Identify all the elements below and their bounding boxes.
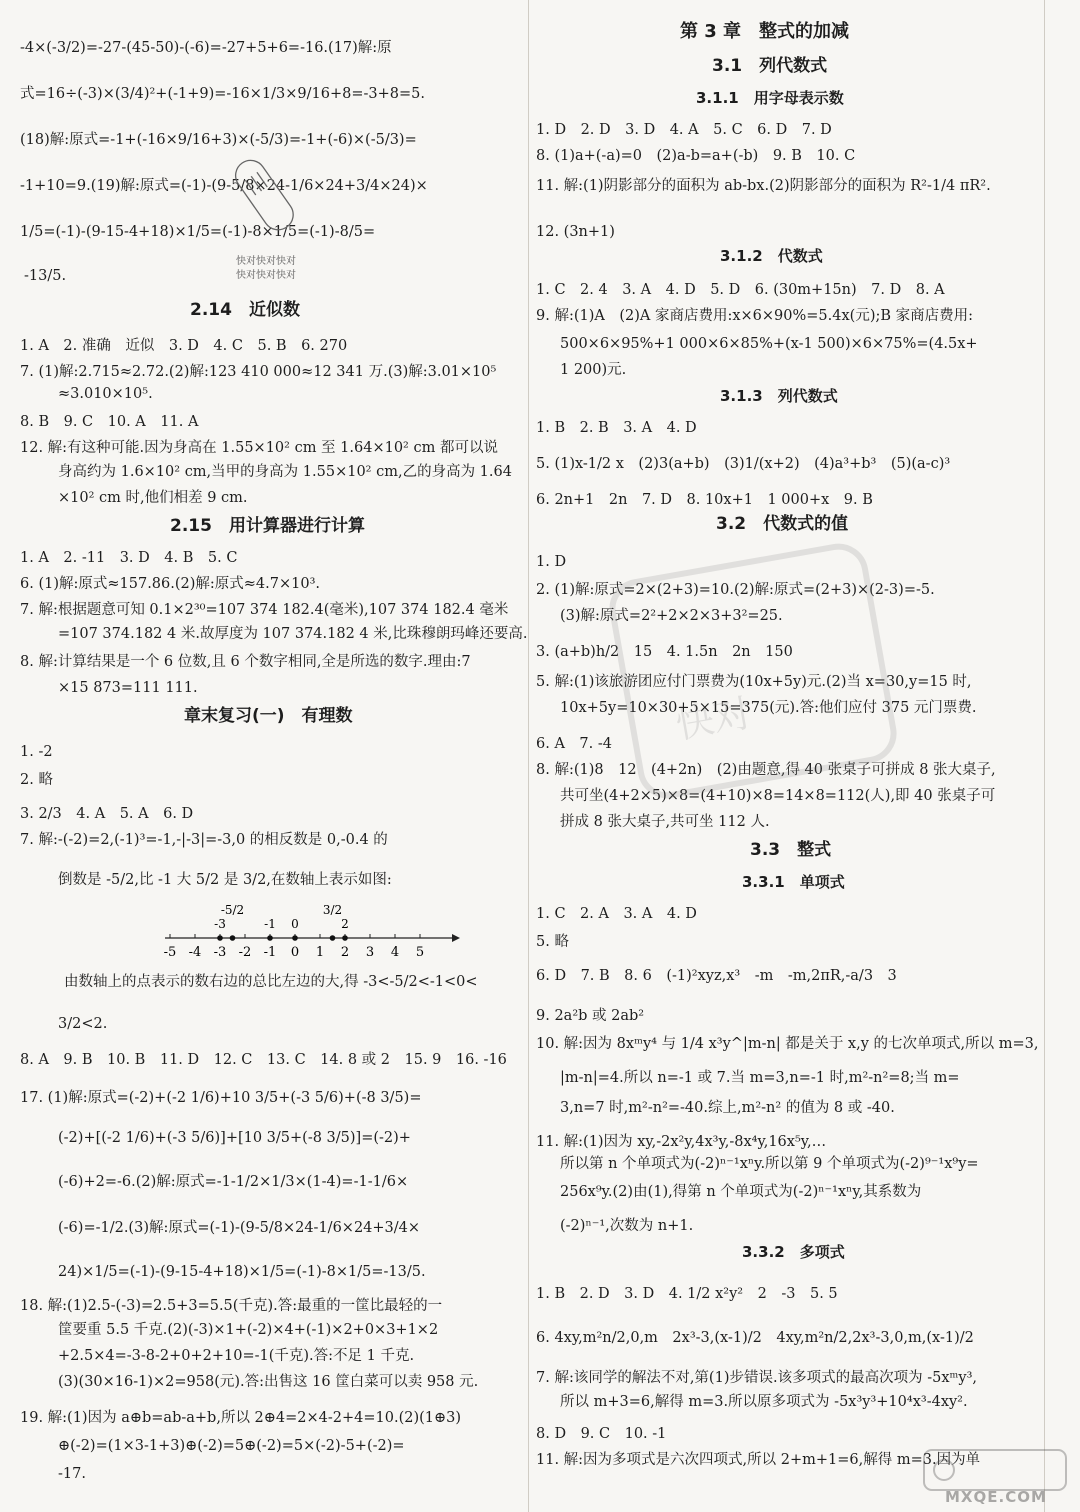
answer-line: 6. 2n+1 2n 7. D 8. 10x+1 1 000+x 9. B bbox=[536, 492, 873, 508]
answer-line: 500×6×95%+1 000×6×85%+(x-1 500)×6×75%=(4.5x+ bbox=[560, 336, 978, 352]
answer-line: 8. D 9. C 10. -1 bbox=[536, 1426, 667, 1442]
answer-line: 身高约为 1.6×10² cm,当甲的身高为 1.55×10² cm,乙的身高为 1.64 bbox=[58, 464, 512, 480]
answer-line: 5. (1)x-1/2 x (2)3(a+b) (3)1/(x+2) (4)a³+b³ (5)(a-c)³ bbox=[536, 456, 951, 472]
number-line-point-label: 3/2 bbox=[322, 903, 343, 917]
answer-line: ×10² cm 时,他们相差 9 cm. bbox=[58, 490, 248, 506]
answer-line: 筐要重 5.5 千克.(2)(-3)×1+(-2)×4+(-1)×2+0×3+1×2 bbox=[58, 1322, 439, 1338]
answer-line: 1. -2 bbox=[20, 744, 53, 760]
answer-line: 8. B 9. C 10. A 11. A bbox=[20, 414, 199, 430]
answer-line: 10. 解:因为 8xᵐy⁴ 与 1/4 x³y^|m-n| 都是关于 x,y 的七次单项式,所以 m=3, bbox=[536, 1036, 1039, 1052]
number-line-arrow bbox=[452, 934, 460, 942]
answer-line: 6. A 7. -4 bbox=[536, 736, 612, 752]
number-line-tick-label: -3 bbox=[213, 945, 227, 960]
answer-line: 7. 解:根据题意可知 0.1×2³⁰=107 374 182.4(毫米),107 374 182.4 毫米 bbox=[20, 602, 509, 618]
number-line-tick-label: 1 bbox=[315, 945, 325, 960]
number-line-tick-label: -1 bbox=[263, 945, 277, 960]
answer-line: 5. 解:(1)该旅游团应付门票费为(10x+5y)元.(2)当 x=30,y=15 时, bbox=[536, 674, 972, 690]
text-line: -4×(-3/2)=-27-(45-50)-(-6)=-27+5+6=-16.(17)解:原 bbox=[20, 40, 392, 56]
answer-line: 3,n=7 时,m²-n²=-40.综上,m²-n² 的值为 8 或 -40. bbox=[560, 1100, 895, 1116]
text-line: -1+10=9.(19)解:原式=(-1)-(9-5/8×24-1/6×24+3/4×24)× bbox=[20, 178, 428, 194]
answer-line: +2.5×4=-3-8-2+0+2+10=-1(千克).答:不足 1 千克. bbox=[58, 1348, 415, 1364]
answer-line: 11. 解:因为多项式是六次四项式,所以 2+m+1=6,解得 m=3.因为单 bbox=[536, 1452, 981, 1468]
answer-line: 9. 解:(1)A (2)A 家商店费用:x×6×90%=5.4x(元);B 家商店费用: bbox=[536, 308, 974, 324]
section-title: 2.14 近似数 bbox=[190, 300, 300, 320]
answer-line: ≈3.010×10⁵. bbox=[58, 386, 153, 402]
answer-line: 8. 解:计算结果是一个 6 位数,且 6 个数字相同,全是所选的数字.理由:7 bbox=[20, 654, 471, 670]
answer-line: 共可坐(4+2×5)×8=(4+10)×8=14×8=112(人),即 40 张桌子可 bbox=[560, 788, 996, 804]
answer-line: (3)解:原式=2²+2×2×3+3²=25. bbox=[560, 608, 783, 624]
answer-line: 6. D 7. B 8. 6 (-1)²xyz,x³ -m -m,2πR,-a/3 3 bbox=[536, 968, 897, 984]
answer-line: -17. bbox=[58, 1466, 86, 1482]
answer-line: 12. 解:有这种可能.因为身高在 1.55×10² cm 至 1.64×10² cm 都可以说 bbox=[20, 440, 498, 456]
number-line-tick-label: 4 bbox=[390, 945, 400, 960]
answer-line: 2. 略 bbox=[20, 772, 53, 788]
number-line-point bbox=[217, 935, 223, 941]
answer-line: 由数轴上的点表示的数右边的总比左边的大,得 -3<-5/2<-1<0< bbox=[64, 974, 478, 990]
subsection-title: 3.3.1 单项式 bbox=[742, 873, 845, 891]
answer-line: 1. D bbox=[536, 554, 567, 570]
answer-line: (-2)ⁿ⁻¹,次数为 n+1. bbox=[560, 1218, 694, 1234]
number-line-tick-label: -2 bbox=[238, 945, 252, 960]
answer-line: (3)(30×16-1)×2=958(元).答:出售这 16 筐白菜可以卖 958 元. bbox=[58, 1374, 479, 1390]
answer-line: 1. C 2. A 3. A 4. D bbox=[536, 906, 697, 922]
answer-line: 256x⁹y.(2)由(1),得第 n 个单项式为(-2)ⁿ⁻¹xⁿy,其系数为 bbox=[560, 1184, 922, 1200]
number-line-point-label: -1 bbox=[264, 917, 276, 931]
number-line-point-label: 2 bbox=[341, 917, 349, 931]
stamp-watermark-icon bbox=[605, 539, 902, 803]
number-line-point bbox=[230, 935, 236, 941]
answer-line: 17. (1)解:原式=(-2)+(-2 1/6)+10 3/5+(-3 5/6)+(-8 3/5)= bbox=[20, 1090, 422, 1106]
section-title: 2.15 用计算器进行计算 bbox=[170, 516, 365, 536]
answer-line: 11. 解:(1)阴影部分的面积为 ab-bx.(2)阴影部分的面积为 R²-1/4 πR². bbox=[536, 178, 991, 194]
answer-line: 3. (a+b)h/2 15 4. 1.5n 2n 150 bbox=[536, 644, 793, 660]
number-line-tick-label: 0 bbox=[290, 945, 300, 960]
answer-line: 3/2<2. bbox=[58, 1016, 108, 1032]
text-line: 式=16÷(-3)×(3/4)²+(-1+9)=-16×1/3×9/16+8=-3+8=5. bbox=[20, 86, 425, 102]
chapter-title: 第 3 章 整式的加减 bbox=[680, 21, 850, 42]
answer-line: 拼成 8 张大桌子,共可坐 112 人. bbox=[560, 814, 770, 830]
text-line: -13/5. bbox=[24, 268, 67, 284]
number-line-point-label: -5/2 bbox=[220, 903, 245, 917]
number-line-point bbox=[342, 935, 348, 941]
answer-line: 1. B 2. B 3. A 4. D bbox=[536, 420, 697, 436]
answer-line: ×15 873=111 111. bbox=[58, 680, 198, 696]
answer-line: 1. C 2. 4 3. A 4. D 5. D 6. (30m+15n) 7. D 8. A bbox=[536, 282, 945, 298]
answer-line: 18. 解:(1)2.5-(-3)=2.5+3=5.5(千克).答:最重的一筐比最轻的一 bbox=[20, 1298, 443, 1314]
answer-line: 2. (1)解:原式=2×(2+3)=10.(2)解:原式=(2+3)×(2-3)=-5. bbox=[536, 582, 935, 598]
number-line-point-label: 0 bbox=[291, 917, 299, 931]
answer-line: 1 200)元. bbox=[560, 362, 627, 378]
section-title: 3.3 整式 bbox=[750, 840, 832, 860]
answer-line: 7. 解:-(-2)=2,(-1)³=-1,-|-3|=-3,0 的相反数是 0,-0.4 的 bbox=[20, 832, 388, 848]
text-line: (18)解:原式=-1+(-16×9/16+3)×(-5/3)=-1+(-6)×(-5/3)= bbox=[20, 132, 417, 148]
answer-line: =107 374.182 4 米.故厚度为 107 374.182 4 米,比珠穆朗玛峰还要高. bbox=[58, 626, 528, 642]
answer-line: 9. 2a²b 或 2ab² bbox=[536, 1008, 645, 1024]
text-line: 1/5=(-1)-(9-15-4+18)×1/5=(-1)-8×1/5=(-1)-8/5= bbox=[20, 224, 376, 240]
site-logo-text: MXQE.COM bbox=[945, 1488, 1047, 1506]
number-line-tick-label: 3 bbox=[365, 945, 375, 960]
answer-line: 所以 m+3=6,解得 m=3.所以原多项式为 -5x³y³+10⁴x³-4xy². bbox=[560, 1394, 968, 1410]
answer-line: (-6)+2=-6.(2)解:原式=-1-1/2×1/3×(1-4)=-1-1/6× bbox=[58, 1174, 409, 1190]
sticker-text: 快对快对快对 bbox=[236, 256, 296, 267]
answer-line: 7. 解:该同学的解法不对,第(1)步错误.该多项式的最高次项为 -5xᵐy³, bbox=[536, 1370, 978, 1386]
answer-line: 所以第 n 个单项式为(-2)ⁿ⁻¹xⁿy.所以第 9 个单项式为(-2)⁹⁻¹x⁹y= bbox=[560, 1156, 979, 1172]
answer-line: 8. 解:(1)8 12 (4+2n) (2)由题意,得 40 张桌子可拼成 8 张大桌子, bbox=[536, 762, 996, 778]
answer-line: ⊕(-2)=(1×3-1+3)⊕(-2)=5⊕(-2)=5×(-2)-5+(-2)= bbox=[58, 1438, 405, 1454]
number-line-tick-label: -4 bbox=[188, 945, 202, 960]
answer-line: 1. A 2. -11 3. D 4. B 5. C bbox=[20, 550, 238, 566]
answer-line: 5. 略 bbox=[536, 934, 569, 950]
answer-line: 8. A 9. B 10. B 11. D 12. C 13. C 14. 8 或 2 15. 9 16. -16 bbox=[20, 1052, 507, 1068]
answer-line: 11. 解:(1)因为 xy,-2x²y,4x³y,-8x⁴y,16x⁵y,… bbox=[536, 1134, 827, 1150]
answer-line: 10x+5y=10×30+5×15=375(元).答:他们应付 375 元门票费. bbox=[560, 700, 977, 716]
number-line-tick-label: 2 bbox=[340, 945, 350, 960]
subsection-title: 3.1.2 代数式 bbox=[720, 247, 823, 265]
subsection-title: 3.1.1 用字母表示数 bbox=[696, 89, 844, 107]
number-line-point-label: -3 bbox=[214, 917, 226, 931]
answer-line: 19. 解:(1)因为 a⊕b=ab-a+b,所以 2⊕4=2×4-2+4=10.(2)(1⊕3) bbox=[20, 1410, 462, 1426]
answer-line: 1. B 2. D 3. D 4. 1/2 x²y² 2 -3 5. 5 bbox=[536, 1286, 838, 1302]
sticker-icon bbox=[228, 150, 308, 250]
answer-line: 12. (3n+1) bbox=[536, 224, 615, 240]
section-title: 3.2 代数式的值 bbox=[716, 514, 849, 534]
number-line-tick-label: 5 bbox=[415, 945, 425, 960]
answer-line: (-6)=-1/2.(3)解:原式=(-1)-(9-5/8×24-1/6×24+3/4× bbox=[58, 1220, 421, 1236]
sticker-text: 快对快对快对 bbox=[236, 270, 296, 281]
answer-line: 倒数是 -5/2,比 -1 大 5/2 是 3/2,在数轴上表示如图: bbox=[58, 872, 392, 888]
answer-line: 7. (1)解:2.715≈2.72.(2)解:123 410 000≈12 341 万.(3)解:3.01×10⁵ bbox=[20, 364, 497, 380]
stamp-watermark-text: 快对 bbox=[672, 690, 755, 748]
subsection-title: 3.1.3 列代数式 bbox=[720, 387, 838, 405]
answer-line: |m-n|=4.所以 n=-1 或 7.当 m=3,n=-1 时,m²-n²=8;当 m= bbox=[560, 1070, 960, 1086]
subsection-title: 3.3.2 多项式 bbox=[742, 1243, 845, 1261]
answer-line: 24)×1/5=(-1)-(9-15-4+18)×1/5=(-1)-8×1/5=-13/5. bbox=[58, 1264, 426, 1280]
section-title: 章末复习(一) 有理数 bbox=[184, 706, 353, 726]
number-line-point bbox=[292, 935, 298, 941]
number-line-point bbox=[330, 935, 336, 941]
number-line-tick-label: -5 bbox=[163, 945, 177, 960]
number-line-figure bbox=[160, 900, 460, 960]
number-line-point bbox=[267, 935, 273, 941]
section-title: 3.1 列代数式 bbox=[712, 56, 828, 76]
answer-line: (-2)+[(-2 1/6)+(-3 5/6)]+[10 3/5+(-8 3/5)]=(-2)+ bbox=[58, 1130, 411, 1146]
answer-line: 6. 4xy,m²n/2,0,m 2x³-3,(x-1)/2 4xy,m²n/2,2x³-3,0,m,(x-1)/2 bbox=[536, 1330, 974, 1346]
answer-line: 1. A 2. 准确 近似 3. D 4. C 5. B 6. 270 bbox=[20, 338, 348, 354]
answer-line: 6. (1)解:原式≈157.86.(2)解:原式≈4.7×10³. bbox=[20, 576, 321, 592]
answer-line: 3. 2/3 4. A 5. A 6. D bbox=[20, 806, 194, 822]
answer-line: 8. (1)a+(-a)=0 (2)a-b=a+(-b) 9. B 10. C bbox=[536, 148, 856, 164]
answer-line: 1. D 2. D 3. D 4. A 5. C 6. D 7. D bbox=[536, 122, 832, 138]
